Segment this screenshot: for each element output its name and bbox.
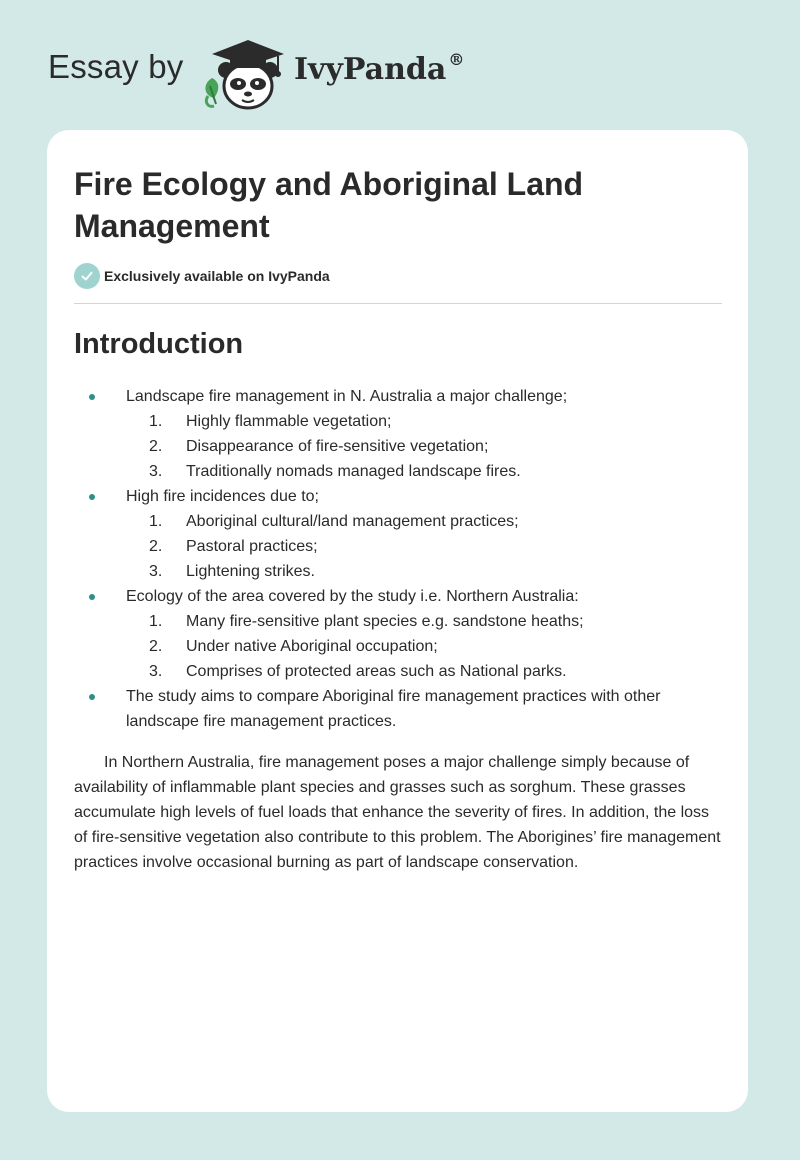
outline-subitem: [47, 659, 748, 684]
panda-logo-icon: [198, 34, 294, 112]
outline-subitem-number: 1.: [149, 413, 163, 430]
outline-item: [47, 384, 748, 484]
outline-list: [47, 384, 748, 734]
exclusive-badge: [74, 263, 330, 289]
checkmark-icon: [74, 263, 100, 289]
outline-bullet-row: [47, 684, 748, 734]
outline-subitem: [47, 434, 748, 459]
brand-prefix: Essay by: [48, 48, 184, 85]
outline-subitem-number: 1.: [149, 513, 163, 530]
outline-bullet-row: [47, 484, 748, 509]
outline-subitem-text: Traditionally nomads managed landscape fires.: [186, 463, 521, 480]
outline-item: [47, 484, 748, 584]
outline-subitem-number: 3.: [149, 663, 163, 680]
outline-subitem: [47, 609, 748, 634]
outline-subitem: [47, 509, 748, 534]
outline-subitem-text: Lightening strikes.: [186, 563, 315, 580]
outline-sublist: [47, 409, 748, 484]
outline-subitem-text: Pastoral practices;: [186, 538, 318, 555]
outline-subitem-number: 2.: [149, 538, 163, 555]
section-heading: Introduction: [74, 328, 244, 360]
outline-sublist: [47, 609, 748, 684]
essay-title: Fire Ecology and Aboriginal Land Management: [74, 166, 584, 244]
outline-subitem-text: Under native Aboriginal occupation;: [186, 638, 438, 655]
outline-subitem-text: Many fire-sensitive plant species e.g. sandstone heaths;: [186, 613, 584, 630]
brand-header[interactable]: [48, 30, 508, 110]
outline-subitem-number: 2.: [149, 638, 163, 655]
outline-subitem: [47, 559, 748, 584]
outline-subitem-number: 3.: [149, 463, 163, 480]
outline-subitem-text: Aboriginal cultural/land management practices;: [186, 513, 519, 530]
outline-subitem-text: Highly flammable vegetation;: [186, 413, 392, 430]
outline-bullet-text: Ecology of the area covered by the study i.e. Northern Australia:: [126, 588, 579, 605]
body-paragraph: In Northern Australia, fire management poses a major challenge simply because of availability of inflammable plant species and grasses such as sorghum. These grasses accumulate high levels of fuel loads that enhance the severity of fires. In addition, the loss of fire-sensitive vegetation also contribute to this problem. The Aborigines’ fire management practices involve occasional burning as part of landscape conservation.: [74, 754, 721, 871]
outline-subitem-text: Comprises of protected areas such as National parks.: [186, 663, 567, 680]
outline-bullet-text: The study aims to compare Aboriginal fire management practices with other landscape fire management practices.: [126, 688, 661, 730]
outline-bullet-text: Landscape fire management in N. Australia a major challenge;: [126, 388, 568, 405]
outline-subitem-number: 2.: [149, 438, 163, 455]
outline-subitem: [47, 534, 748, 559]
outline-subitem: [47, 634, 748, 659]
outline-sublist: [47, 509, 748, 584]
bullet-dot-icon: [89, 394, 95, 400]
outline-bullet-row: [47, 584, 748, 609]
bullet-dot-icon: [89, 694, 95, 700]
outline-subitem-number: 1.: [149, 613, 163, 630]
divider: [74, 303, 722, 304]
outline-bullet-text: High fire incidences due to;: [126, 488, 319, 505]
badge-text: Exclusively available on IvyPanda: [104, 268, 330, 284]
outline-subitem: [47, 459, 748, 484]
outline-item: [47, 584, 748, 684]
outline-subitem-number: 3.: [149, 563, 163, 580]
outline-item: [47, 684, 748, 734]
outline-bullet-row: [47, 384, 748, 409]
leaf-icon: [205, 78, 218, 98]
essay-card: [47, 130, 748, 1112]
outline-subitem-text: Disappearance of fire-sensitive vegetation;: [186, 438, 489, 455]
bullet-dot-icon: [89, 594, 95, 600]
brand-name: IvyPanda ®: [294, 50, 465, 87]
outline-subitem: [47, 409, 748, 434]
bullet-dot-icon: [89, 494, 95, 500]
